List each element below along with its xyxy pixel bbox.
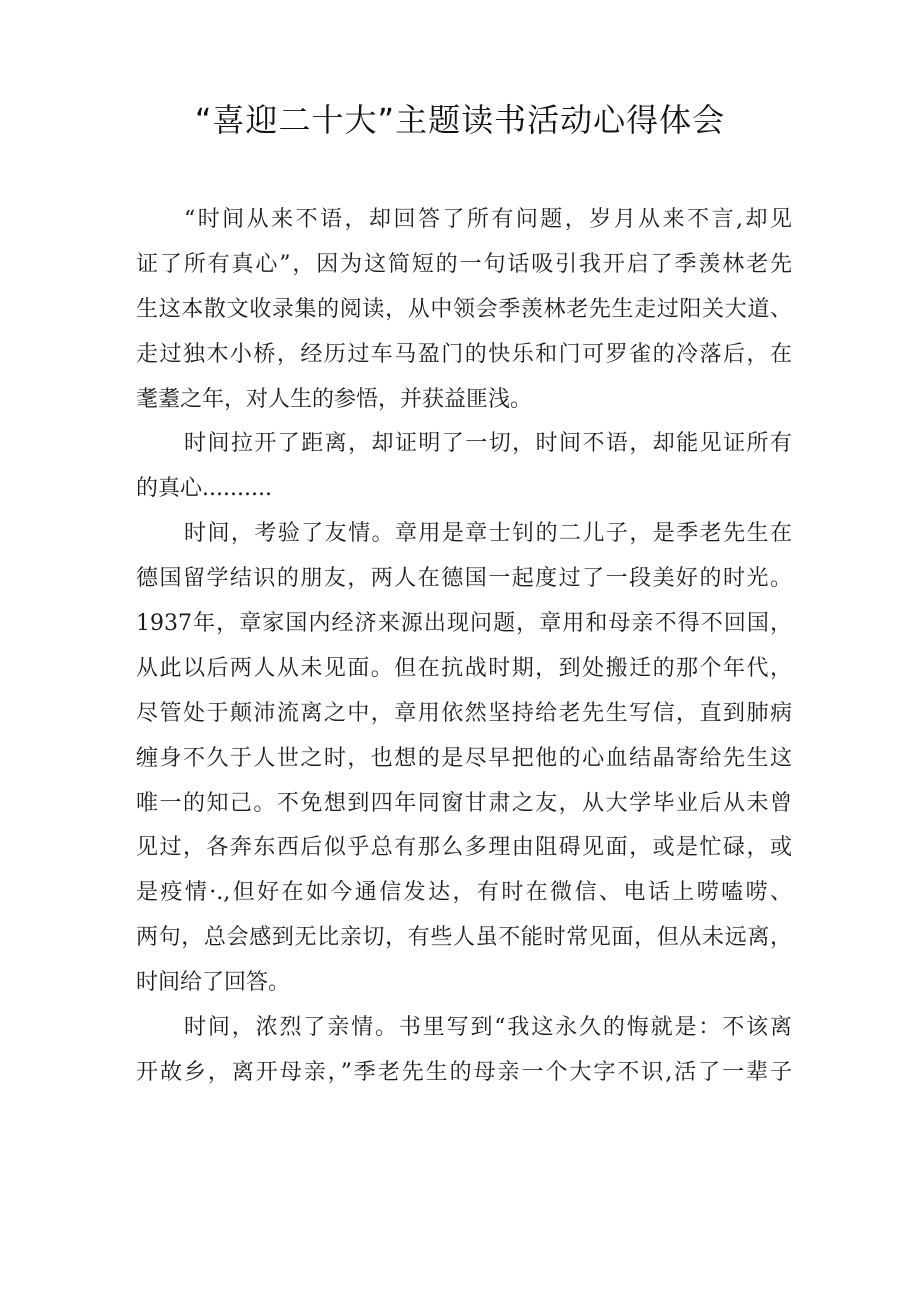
- text-line: 时间，浓烈了亲情。书里写到“我这永久的悔就是：不该离: [184, 1015, 792, 1041]
- text-line: 德国留学结识的朋友，两人在德国一起度过了一段美好的时光。: [136, 566, 792, 592]
- paragraph: [136, 1006, 792, 1096]
- text-line: 唯一的知己。不免想到四年同窗甘肃之友，从大学毕业后从未曾: [136, 790, 792, 816]
- text-line: 时间，考验了友情。章用是章士钊的二儿子，是季老先生在: [184, 521, 792, 547]
- text-line: 证了所有真心”，因为这简短的一句话吸引我开启了季羡林老先: [136, 251, 792, 277]
- paragraph: [136, 512, 792, 1006]
- text-line: 时间给了回答。: [136, 970, 291, 996]
- text-line: 从此以后两人从未见面。但在抗战时期，到处搬迁的那个年代，: [136, 655, 792, 681]
- text-line: “时间从来不语，却回答了所有问题，岁月从来不言,却见: [184, 207, 792, 232]
- text-line: 耄耋之年，对人生的参悟，并获益匪浅。: [136, 386, 533, 412]
- text-line: 的真心..........: [136, 476, 272, 502]
- paragraph: [136, 198, 792, 422]
- text-line: 见过，各奔东西后似乎总有那么多理由阻碍见面，或是忙碌，或: [136, 835, 792, 861]
- text-line: 走过独木小桥，经历过车马盈门的快乐和门可罗雀的冷落后，在: [136, 341, 792, 367]
- text-line: 两句，总会感到无比亲切，有些人虽不能时常见面，但从未远离，: [136, 925, 792, 951]
- text-line: 缠身不久于人世之时，也想的是尽早把他的心血结晶寄给先生这: [136, 745, 792, 771]
- text-line: 尽管处于颠沛流离之中，章用依然坚持给老先生写信，直到肺病: [136, 700, 792, 726]
- document-body: [136, 198, 792, 1096]
- text-line: 开故乡，离开母亲，”季老先生的母亲一个大字不识,活了一辈子: [136, 1059, 792, 1085]
- text-line: 时间拉开了距离，却证明了一切，时间不语，却能见证所有: [184, 431, 792, 457]
- paragraph: [136, 422, 792, 512]
- document-title: “喜迎二十大”主题读书活动心得体会: [194, 101, 726, 139]
- text-line: 1937年，章家国内经济来源出现问题，章用和母亲不得不回国，: [136, 611, 792, 637]
- text-line: 是疫情·.,但好在如今通信发达，有时在微信、电话上唠嗑唠、: [136, 880, 792, 906]
- text-line: 生这本散文收录集的阅读，从中领会季羡林老先生走过阳关大道、: [136, 296, 792, 322]
